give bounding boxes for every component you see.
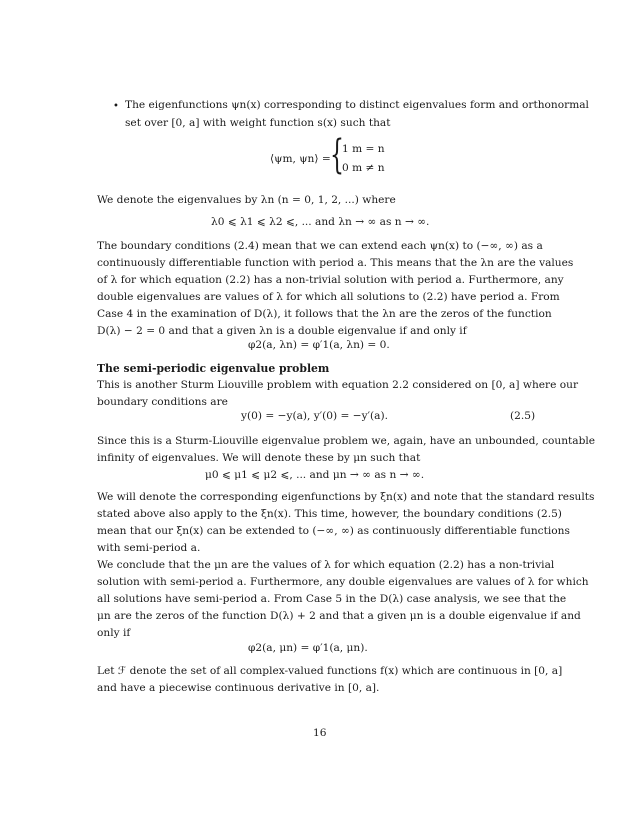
xi-line-4: with semi-period a. bbox=[97, 542, 201, 554]
bullet-line-2: set over [0, a] with weight function s(x) such that bbox=[125, 117, 391, 129]
conclude-line-3: all solutions have semi-period a. From Case 5 in the D(λ) case analysis, we see that the bbox=[97, 593, 567, 605]
double-eigenvalue-condition-semi-periodic: φ2(a, μn) = φ′1(a, μn). bbox=[248, 642, 368, 654]
section-heading: The semi-periodic eigenvalue problem bbox=[97, 362, 330, 375]
mu-order-equation: μ0 ⩽ μ1 ⩽ μ2 ⩽, ... and μn → ∞ as n → ∞. bbox=[205, 469, 425, 481]
bullet-line-1: The eigenfunctions ψn(x) corresponding to distinct eigenvalues form and orthonormal bbox=[125, 99, 589, 111]
boundary-line-2: continuously differentiable function with period a. This means that the λn are the values bbox=[97, 257, 574, 269]
semi-periodic-boundary-conditions: y(0) = −y(a), y′(0) = −y′(a). bbox=[241, 410, 389, 422]
conclude-line-1: We conclude that the μn are the values of λ for which equation (2.2) has a non-trivial bbox=[97, 559, 555, 571]
xi-line-3: mean that our ξn(x) can be extended to (−∞, ∞) as continuously differentiable functions bbox=[97, 525, 570, 537]
xi-line-2: stated above also apply to the ξn(x). This time, however, the boundary conditions (2.5) bbox=[97, 508, 562, 520]
case-equal: 1 m = n bbox=[342, 143, 385, 155]
cases-brace: { bbox=[330, 132, 344, 178]
semi-intro-line-2: boundary conditions are bbox=[97, 396, 228, 408]
bullet-marker: • bbox=[113, 101, 119, 112]
boundary-line-6: D(λ) − 2 = 0 and that a given λn is a double eigenvalue if and only if bbox=[97, 325, 467, 337]
since-line-1: Since this is a Sturm-Liouville eigenvalue problem we, again, have an unbounded, countable bbox=[97, 435, 596, 447]
conclude-line-5: only if bbox=[97, 627, 131, 639]
double-eigenvalue-condition-periodic: φ2(a, λn) = φ′1(a, λn) = 0. bbox=[248, 339, 390, 351]
boundary-line-3: of λ for which equation (2.2) has a non-trivial solution with period a. Furthermore, any bbox=[97, 274, 564, 286]
boundary-line-5: Case 4 in the examination of D(λ), it follows that the λn are the zeros of the function bbox=[97, 308, 552, 320]
boundary-line-4: double eigenvalues are values of λ for which all solutions to (2.2) have period a. From bbox=[97, 291, 560, 303]
let-line-2: and have a piecewise continuous derivative in [0, a]. bbox=[97, 682, 380, 694]
since-line-2: infinity of eigenvalues. We will denote these by μn such that bbox=[97, 452, 421, 464]
page-number: 16 bbox=[313, 727, 327, 739]
conclude-line-2: solution with semi-period a. Furthermore, any double eigenvalues are values of λ for which bbox=[97, 576, 589, 588]
let-line-1: Let ℱ denote the set of all complex-valued functions f(x) which are continuous in [0, a] bbox=[97, 665, 563, 677]
conclude-line-4: μn are the zeros of the function D(λ) + 2 and that a given μn is a double eigenvalue if and bbox=[97, 610, 581, 622]
eigenvalue-intro: We denote the eigenvalues by λn (n = 0, 1, 2, ...) where bbox=[97, 194, 396, 206]
semi-intro-line-1: This is another Sturm Liouville problem with equation 2.2 considered on [0, a] where our bbox=[97, 379, 579, 391]
eigenvalue-order-equation: λ0 ⩽ λ1 ⩽ λ2 ⩽, ... and λn → ∞ as n → ∞. bbox=[211, 216, 430, 228]
case-not-equal: 0 m ≠ n bbox=[342, 162, 385, 174]
equation-number: (2.5) bbox=[510, 410, 536, 422]
boundary-line-1: The boundary conditions (2.4) mean that we can extend each ψn(x) to (−∞, ∞) as a bbox=[97, 240, 543, 252]
orthonormal-lhs: ⟨ψm, ψn⟩ = bbox=[270, 153, 331, 165]
xi-line-1: We will denote the corresponding eigenfunctions by ξn(x) and note that the standard results bbox=[97, 491, 595, 503]
